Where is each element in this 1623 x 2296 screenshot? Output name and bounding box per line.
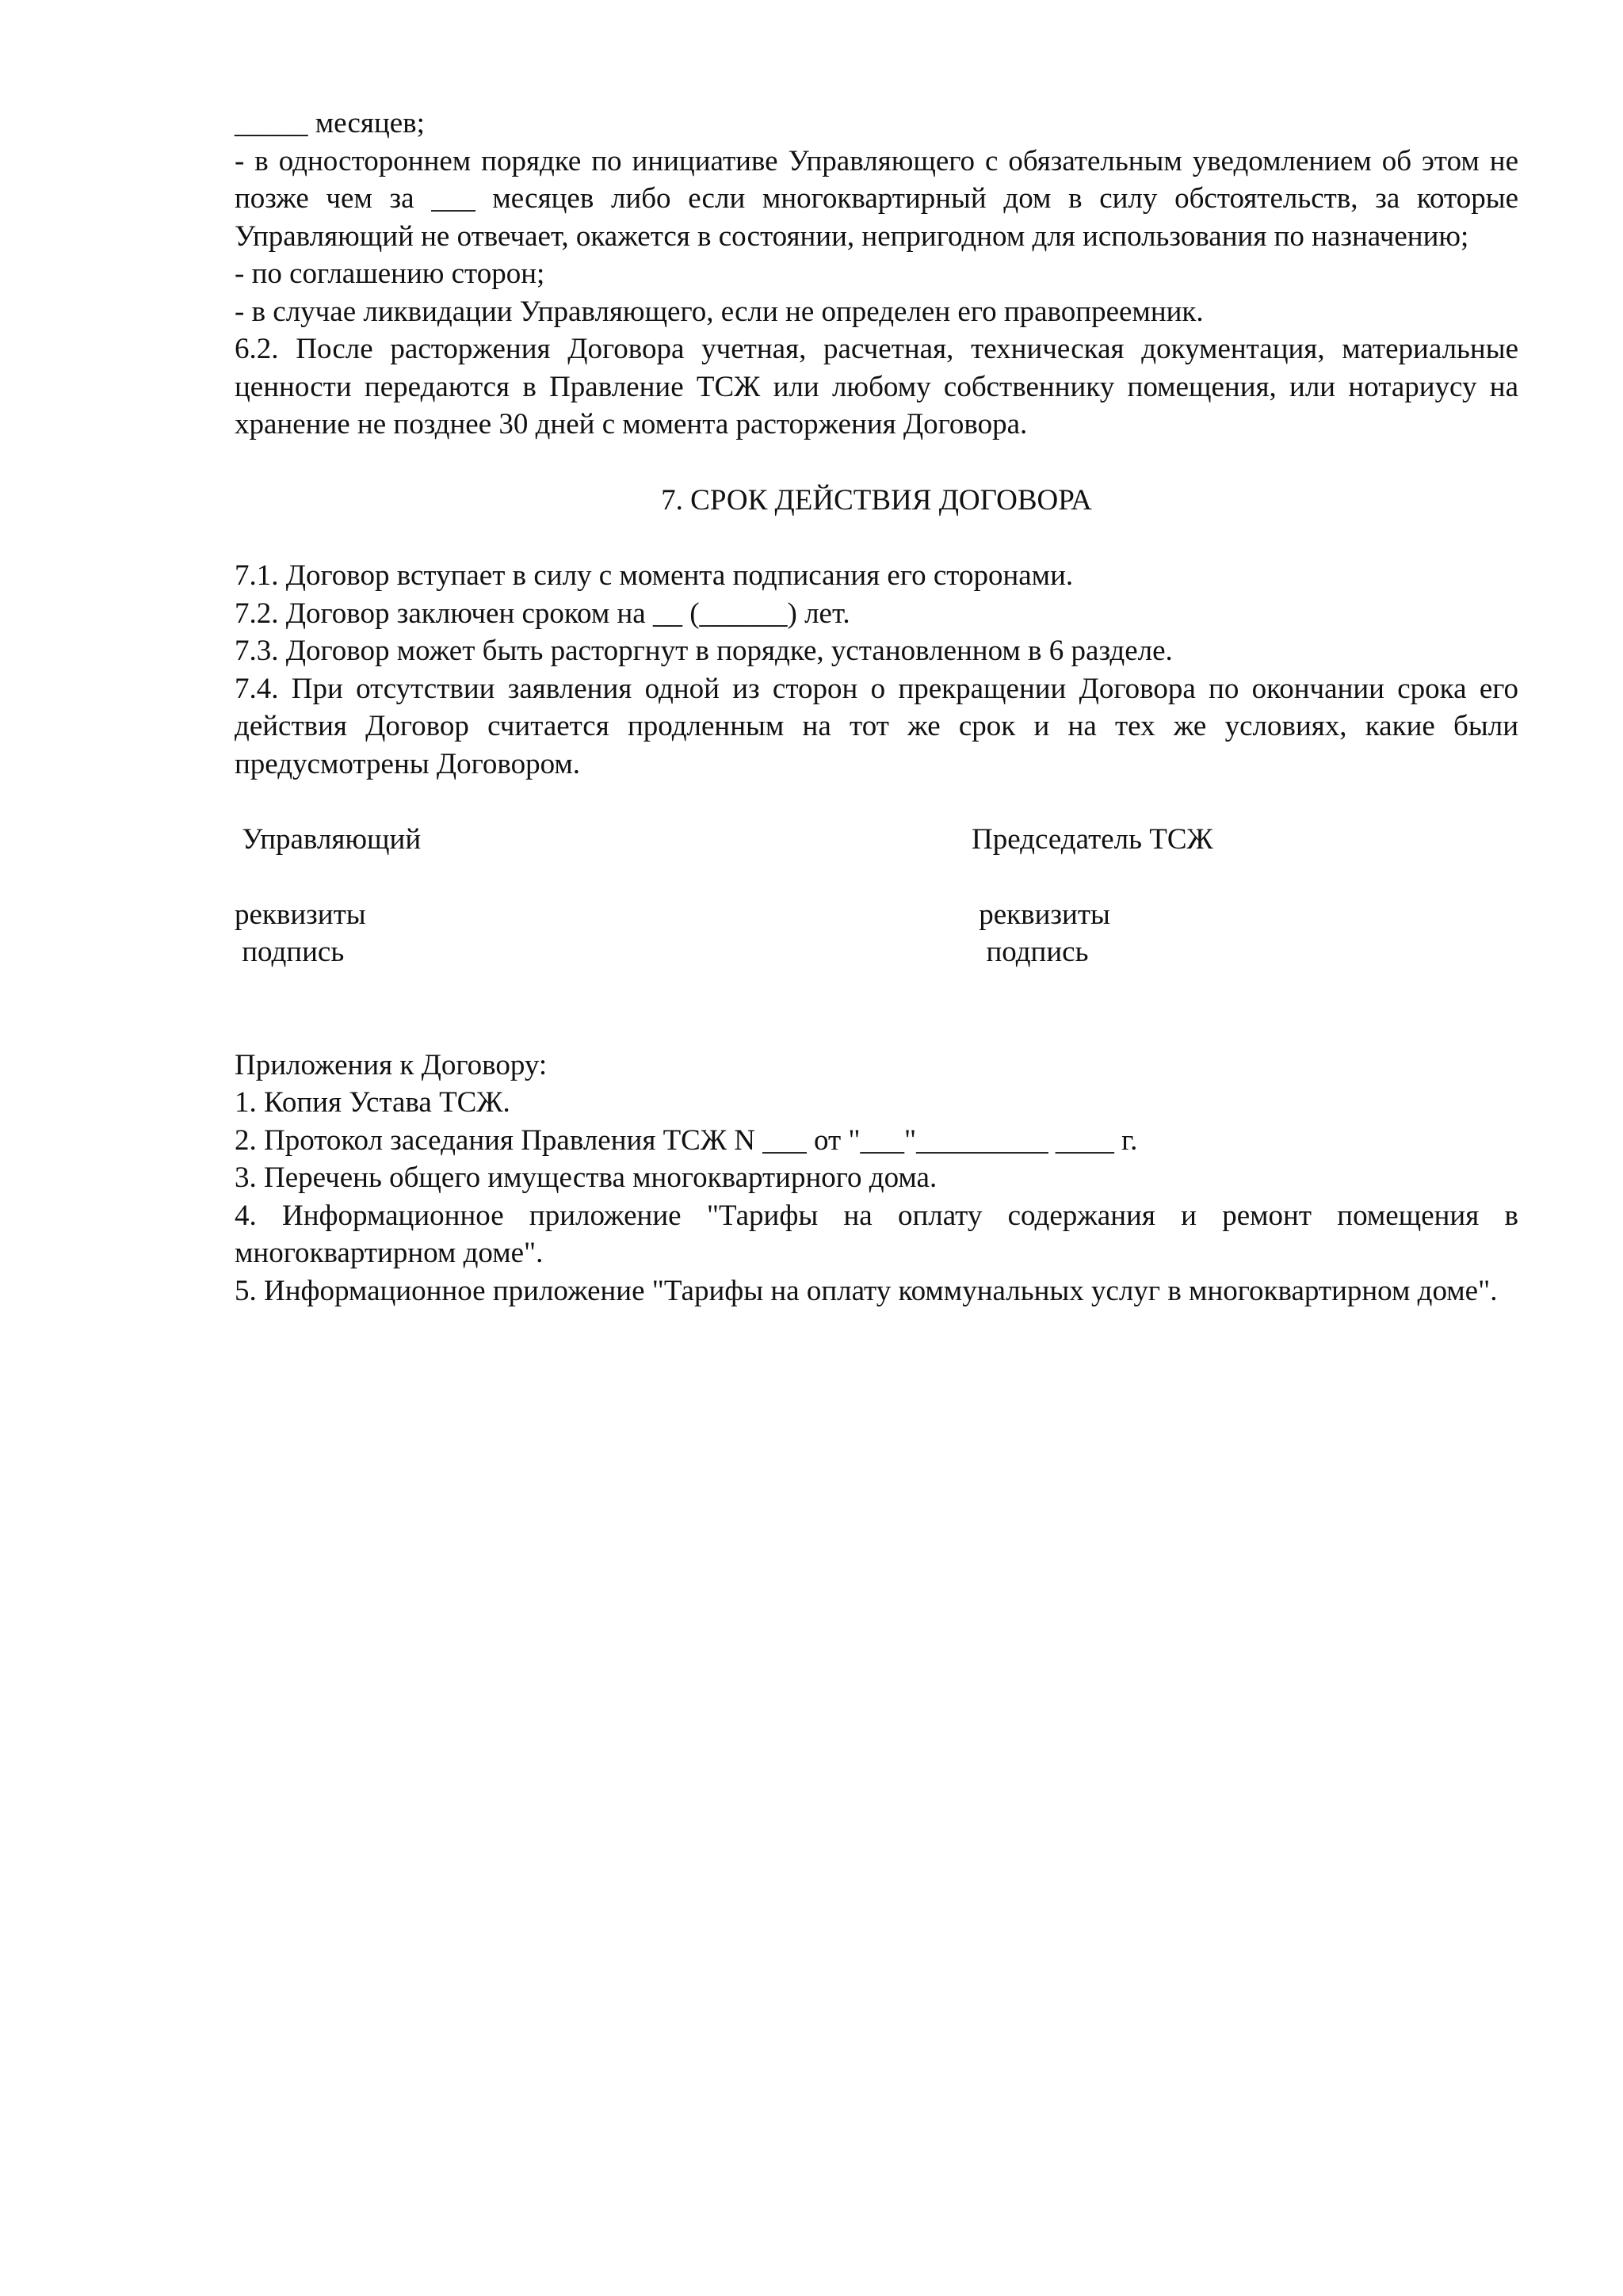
appendix-1: 1. Копия Устава ТСЖ. [235, 1086, 510, 1119]
appendix-3: 3. Перечень общего имущества многоквартирного дома. [235, 1161, 938, 1194]
section6-clause-6-2: 6.2. После расторжения Договора учетная, расчетная, техническая документация, материальные ценности передаются в Правление ТСЖ или любому собственнику помещения, или нотариусу на хранение не позднее 30 дней с момента расторжения Договора. [235, 333, 1518, 441]
manager-title: Управляющий [235, 822, 422, 856]
manager-requisites: реквизиты [235, 898, 366, 931]
appendix-5: 5. Информационное приложение "Тарифы на оплату коммунальных услуг в многоквартирном доме". [235, 1274, 1498, 1307]
section7-heading: 7. СРОК ДЕЙСТВИЯ ДОГОВОРА [661, 483, 1092, 517]
chairman-requisites: реквизиты [972, 898, 1110, 931]
appendices-title: Приложения к Договору: [235, 1048, 548, 1081]
section6-line-4: - в случае ликвидации Управляющего, если не определен его правопреемник. [235, 295, 1204, 328]
document-body [235, 105, 1518, 1310]
spacer [235, 971, 1518, 1047]
clause-7-2: 7.2. Договор заключен сроком на __ (______) лет. [235, 597, 850, 630]
clause-7-3: 7.3. Договор может быть расторгнут в порядке, установленном в 6 разделе. [235, 635, 1173, 667]
section6-line-1: _____ месяцев; [235, 107, 425, 139]
spacer [235, 858, 1518, 896]
clause-7-1: 7.1. Договор вступает в силу с момента подписания его сторонами. [235, 559, 1074, 592]
manager-signature: подпись [235, 936, 345, 968]
clause-7-4: 7.4. При отсутствии заявления одной из сторон о прекращении Договора по окончании срока его действия Договор считается продленным на тот же срок и на тех же условиях, какие были предусмотрены Договором. [235, 672, 1518, 780]
section6-line-3: - по соглашению сторон; [235, 257, 545, 290]
section6-line-2: - в одностороннем порядке по инициативе Управляющего с обязательным уведомлением об этом не позже чем за ___ месяцев либо если многоквартирный дом в силу обстоятельств, за которые Управляющий не отвечает, окажется в состоянии, непригодном для использования по назначению; [235, 144, 1518, 253]
chairman-signature: подпись [972, 936, 1089, 968]
signature-titles-row [235, 821, 1518, 859]
chairman-title: Председатель ТСЖ [972, 822, 1213, 856]
appendix-2: 2. Протокол заседания Правления ТСЖ N ___ от "___"_________ ____ г. [235, 1123, 1138, 1157]
appendix-4: 4. Информационное приложение "Тарифы на оплату содержания и ремонт помещения в многоквартирном доме". [235, 1199, 1518, 1269]
signature-row [235, 933, 1518, 971]
spacer [235, 783, 1518, 821]
requisites-row [235, 896, 1518, 934]
